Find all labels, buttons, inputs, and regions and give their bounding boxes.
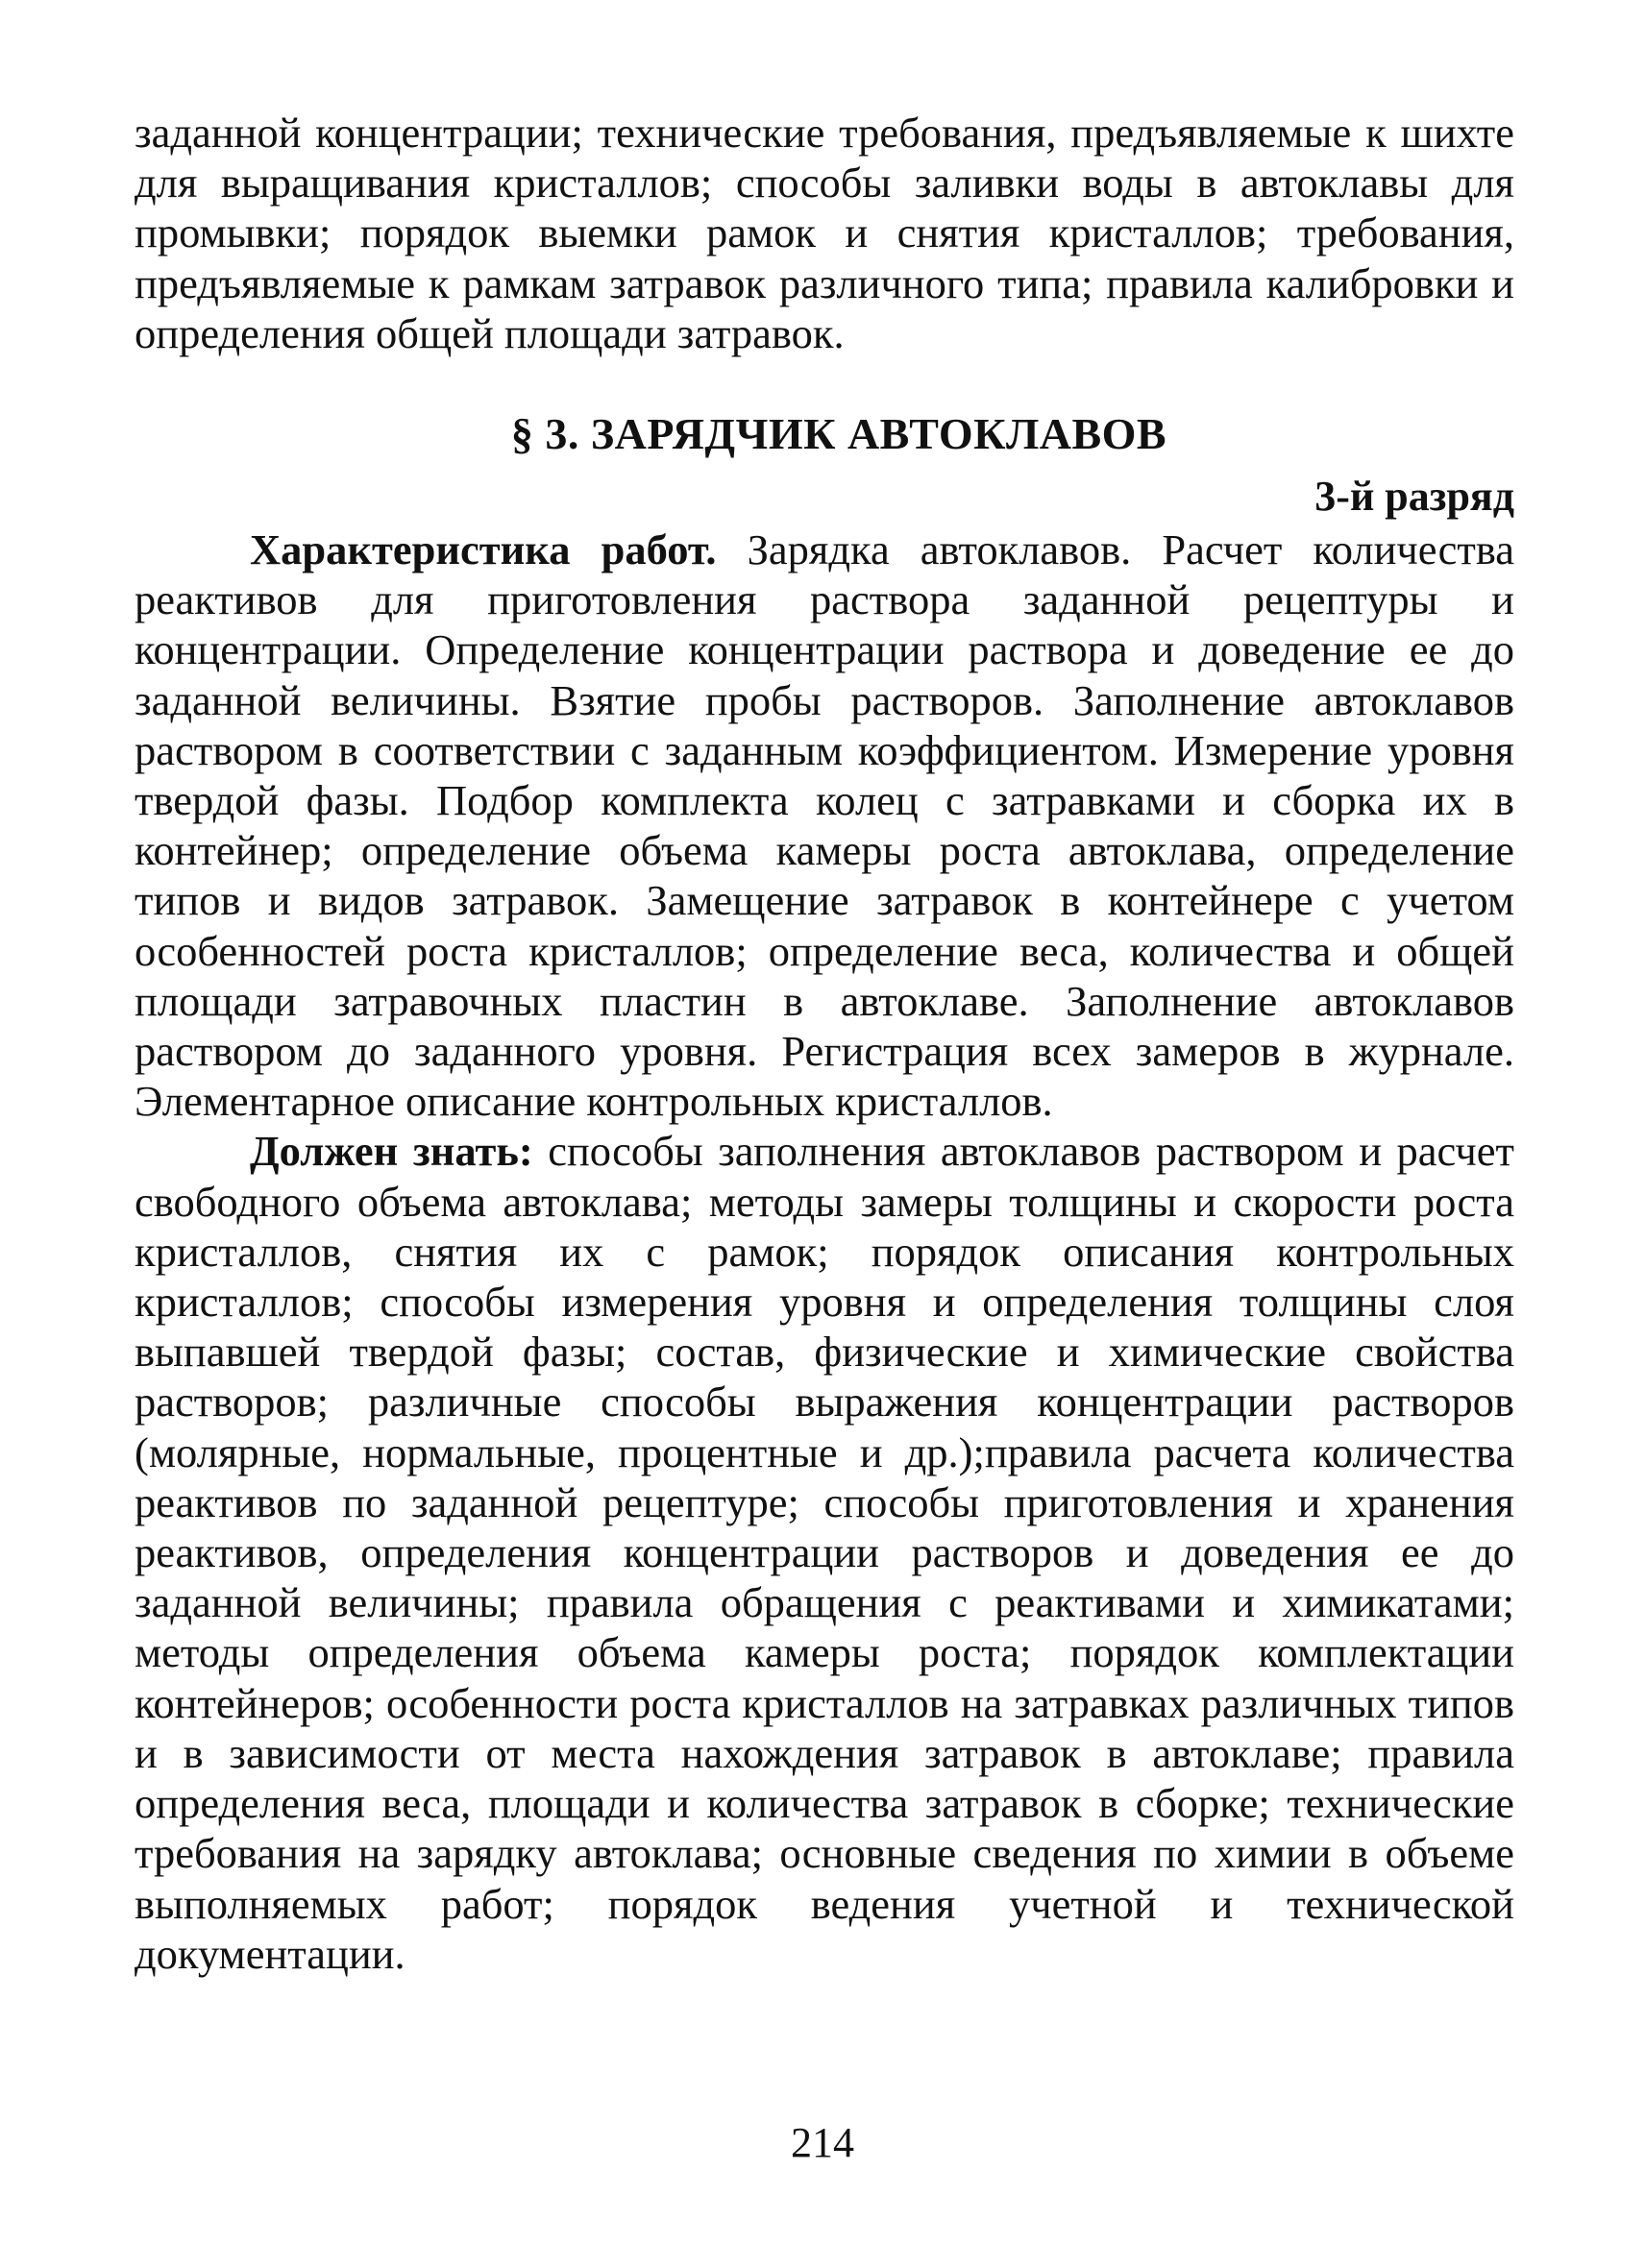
page-number: 214 [791,2119,854,2166]
characteristics-lead: Характеристика работ. [250,525,717,574]
must-know-text: способы заполнения автоклавов раствором и расчет свободного объема автоклава; методы замеры толщины и скорости роста кристаллов, снятия их с рамок; порядок описания контрольных кристаллов; способы измерения уровня и определения толщины слоя выпавшей твердой фазы; состав, физические и химические свойства растворов; различные способы выражения концентрации растворов (молярные, нормальные, процентные и др.);правила расчета количества реактивов по заданной рецептуре; способы приготовления и хранения реактивов, определения концентрации растворов и доведения ее до заданной величины; правила обращения с реактивами и химикатами; методы определения объема камеры роста; порядок комплектации контейнеров; особенности роста кристаллов на затравках различных типов и в зависимости от места нахождения затравок в автоклаве; правила определения веса, площади и количества затравок в сборке; технические требования на зарядку автоклава; основные сведения по химии в объеме выполняемых работ; порядок ведения учетной и технической документации. [135,1127,1514,1978]
intro-paragraph: заданной концентрации; технические требования, предъявляемые к шихте для выращивания кристаллов; способы заливки воды в автоклавы для промывки; порядок выемки рамок и снятия кристаллов; требования, предъявляемые к рамкам затравок различного типа; правила калибровки и определения общей площади затравок. [135,109,1514,357]
must-know-lead: Должен знать: [250,1127,533,1176]
page-body [135,108,1514,1979]
section-title: § 3. ЗАРЯДЧИК АВТОКЛАВОВ [510,409,1167,459]
characteristics-paragraph [135,524,1514,1126]
must-know-paragraph [135,1126,1514,1978]
grade-label: 3-й разряд [1314,473,1514,521]
characteristics-text: Зарядка автоклавов. Расчет количества реактивов для приготовления раствора заданной рецептуры и концентрации. Определение концентрации раствора и доведение ее до заданной величины. Взятие пробы растворов. Заполнение автоклавов раствором в соответствии с заданным коэффициентом. Измерение уровня твердой фазы. Подбор комплекта колец с затравками и сборка их в контейнер; определение объема камеры роста автоклава, определение типов и видов затравок. Замещение затравок в контейнере с учетом особенностей роста кристаллов; определение веса, количества и общей площади затравочных пластин в автоклаве. Заполнение автоклавов раствором до заданного уровня. Регистрация всех замеров в журнале. Элементарное описание контрольных кристаллов. [135,525,1515,1126]
